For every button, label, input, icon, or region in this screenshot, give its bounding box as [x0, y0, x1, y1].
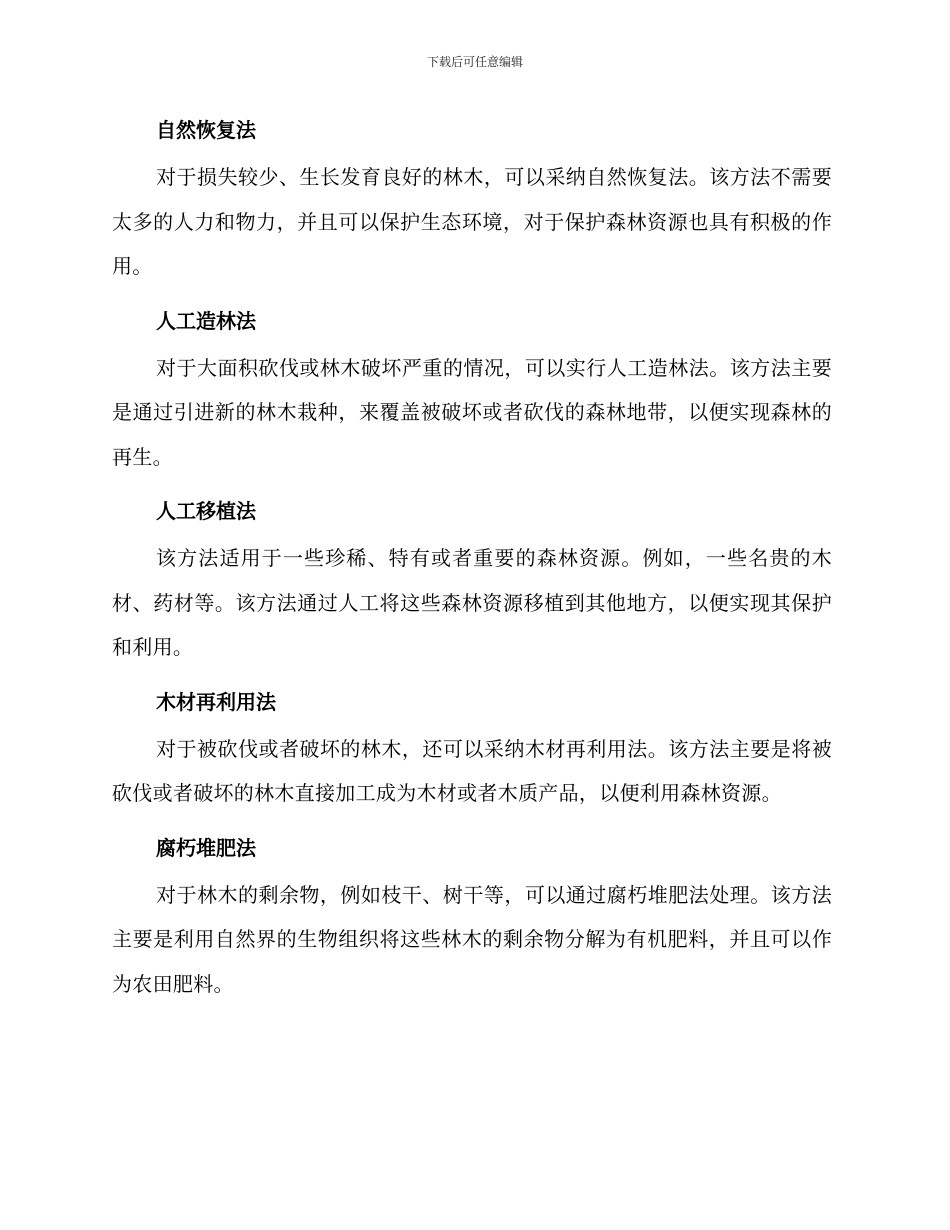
section-artificial-afforestation	[112, 301, 832, 480]
document-body	[112, 110, 832, 1018]
page-header: 下载后可任意编辑	[426, 55, 523, 69]
section-paragraph: 该方法适用于一些珍稀、特有或者重要的森林资源。例如，一些名贵的木材、药材等。该方法通过人工将这些森林资源移植到其他地方，以便实现其保护和利用。	[112, 546, 832, 659]
section-timber-reuse	[112, 682, 832, 816]
section-paragraph: 对于损失较少、生长发育良好的林木，可以采纳自然恢复法。该方法不需要太多的人力和物力，并且可以保护生态环境，对于保护森林资源也具有积极的作用。	[112, 165, 832, 278]
section-heading: 腐朽堆肥法	[156, 835, 256, 860]
section-compost	[112, 828, 832, 1007]
section-heading: 自然恢复法	[156, 118, 256, 142]
section-paragraph: 对于大面积砍伐或林木破坏严重的情况，可以实行人工造林法。该方法主要是通过引进新的林木栽种，来覆盖被破坏或者砍伐的森林地带，以便实现森林的再生。	[112, 355, 832, 469]
section-artificial-transplanting	[112, 491, 832, 670]
section-natural-recovery	[112, 110, 832, 289]
section-heading: 人工移植法	[156, 499, 256, 523]
section-paragraph: 对于林木的剩余物，例如枝干、树干等，可以通过腐朽堆肥法处理。该方法主要是利用自然界的生物组织将这些林木的剩余物分解为有机肥料，并且可以作为农田肥料。	[112, 882, 832, 996]
section-heading: 木材再利用法	[156, 689, 276, 714]
section-heading: 人工造林法	[156, 308, 256, 333]
section-paragraph: 对于被砍伐或者破坏的林木，还可以采纳木材再利用法。该方法主要是将被砍伐或者破坏的林木直接加工成为木材或者木质产品，以便利用森林资源。	[112, 736, 832, 805]
